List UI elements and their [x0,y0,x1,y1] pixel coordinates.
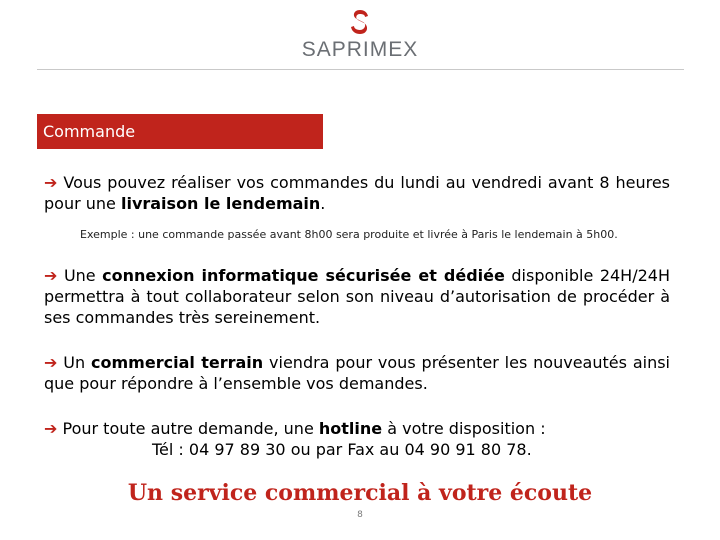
paragraph-connection-text: Une [63,266,103,285]
paragraph-delivery-end: . [320,194,326,213]
paragraph-hotline-end: à votre disposition : [382,419,546,438]
header-divider [37,69,684,70]
contact-line: Tél : 04 97 89 30 ou par Fax au 04 90 91 80 78. [152,440,532,459]
paragraph-hotline-text: Pour toute autre demande, une [62,419,319,438]
paragraph-sales-rep [44,352,670,394]
example-note: Exemple : une commande passée avant 8h00 sera produite et livrée à Paris le lendemain à 5h00. [80,228,618,241]
paragraph-sales-rep-text: Un [63,353,92,372]
logo-wordmark: SAPRIMEX [301,38,419,61]
paragraph-delivery-text: Vous pouvez réaliser vos commandes du lundi au vendredi avant 8 heures pour une [44,173,670,213]
slogan: Un service commercial à votre écoute [127,480,593,506]
arrow-right-icon: ➔ [44,266,58,285]
logo [0,8,720,62]
arrow-right-icon: ➔ [44,419,58,438]
paragraph-delivery-bold: livraison le lendemain [120,194,321,213]
paragraph-connection-bold: connexion informatique sécurisée et dédiée [102,266,505,285]
paragraph-connection-end: disponible 24H/24H permettra à tout collaborateur selon son niveau d’autorisation de procéder à ses commandes très sereinement. [44,266,670,327]
arrow-right-icon: ➔ [44,353,58,372]
paragraph-hotline-bold: hotline [318,419,383,438]
paragraph-sales-rep-end: viendra pour vous présenter les nouveautés ainsi que pour répondre à l’ensemble vos demandes. [44,353,670,393]
saprimex-s-logo-icon [348,8,372,36]
arrow-right-icon: ➔ [44,173,58,192]
paragraph-delivery [44,172,670,214]
section-title-bar: Commande [37,114,323,149]
paragraph-sales-rep-bold: commercial terrain [91,353,264,372]
page-number: 8 [357,510,363,520]
paragraph-hotline [44,418,670,439]
paragraph-connection [44,265,670,328]
